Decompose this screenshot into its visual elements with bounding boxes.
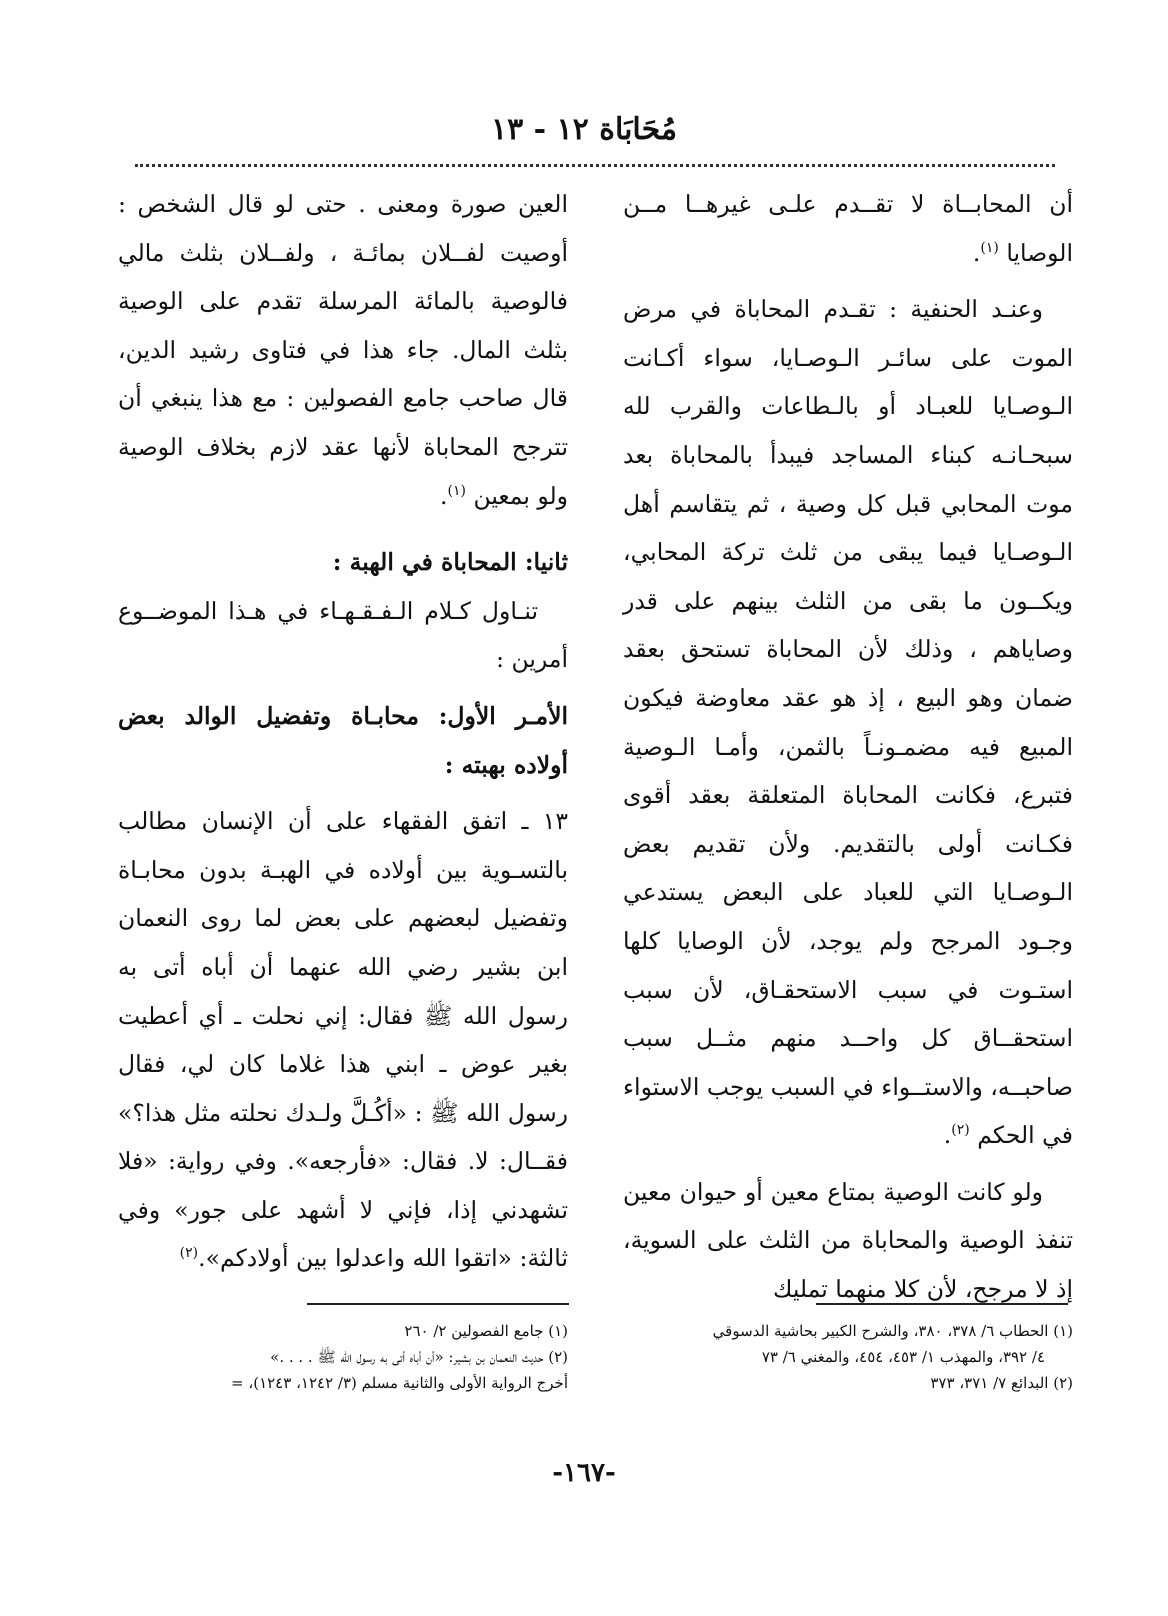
footnote-rule-left bbox=[307, 1303, 569, 1305]
right-paragraph-2: وعنـد الحنفية : تقـدم المحاباة في مرض الموت على سائـر الـوصـايا، سواء أكـانت الـوصـايا للعبـاد أو بالـطاعات والقرب لله سبحـانـه كبناء المساجد فيبدأ بالمحاباة بعد موت المحابي قبل كل وصية ، ثم يتقاسم أهل الـوصـايا فيما يبقى من ثلث تركة المحابي، ويكــون ما بقى من الثلث بينهم على قدر وصاياهم ، وذلك لأن المحاباة تستحق بعقد ضمان وهو البيع ، إذ هو عقد معاوضة فيكون المبيع فيه مضمـونـاً بالثمن، وأمـا الـوصية فتبرع، فكانت المحاباة المتعلقة بعقد أقوى فكـانت أولى بالتقديم. ولأن تقديم بعض الـوصـايا التي للعباد على البعض يستدعي وجـود المرجح ولم يوجد، لأن الوصايا كلها استـوت في سبب الاستحقـاق، لأن سبب استحقــاق كل واحــد منهم مثــل سبب صاحبــه، والاستــواء في السبب يوجب الاستواء في الحكم $^{(٢)}$. bbox=[623, 295, 1073, 1150]
footnote-line: (٢) حديث النعمان بن بشير: «أن أباه أتى به رسول الله ﷺ . . . .» bbox=[270, 1348, 568, 1366]
header-dotted-rule bbox=[135, 164, 1055, 167]
footnote-ref: (٢) bbox=[951, 1122, 970, 1139]
footnote-ref: (١) bbox=[980, 239, 999, 256]
section-heading: ثانيا: المحاباة في الهبة : bbox=[332, 548, 568, 577]
footnote-line: (١) الحطاب ٦/ ٣٧٨، ٣٨٠، والشرح الكبير بحاشية الدسوقي bbox=[712, 1322, 1073, 1340]
footnotes-right bbox=[623, 1318, 1073, 1396]
footnote-line: أخرج الرواية الأولى والثانية مسلم (٣/ ١٢٤٢، ١٢٤٣)، = bbox=[231, 1374, 568, 1392]
footnote-line: ٤/ ٣٩٢، والمهذب ١/ ٤٥٣، ٤٥٤، والمغني ٦/ ٧٣ bbox=[761, 1348, 1045, 1366]
page-header: مُحَابَاة ١٢ - ١٣ bbox=[490, 112, 678, 147]
left-paragraph-3: ١٣ ـ اتفق الفقهاء على أن الإنسان مطالب بالتسـوية بين أولاده في الهبـة بدون محابـاة وتفضيل لبعضهم على بعض لما روى النعمان ابن بشير رضي الله عنهما أن أباه أتى به رسول الله ﷺ فقال: إني نحلت ـ أي أعطيت بغير عوض ـ ابني هذا غلاما كان لي، فقال رسول الله ﷺ : «أكُـلَّ ولـدك نحلته مثل هذا؟» فقــال: لا. فقال: «فأرجعه». وفي رواية: «فلا تشهدني إذا، فإني لا أشهد على جور» وفي ثالثة: «اتقوا الله واعدلوا بين أولادكم».$^{(٢)}$ bbox=[118, 807, 568, 1273]
footnote-ref: (٢) bbox=[179, 1245, 199, 1262]
right-paragraph-1: أن المحابــاة لا تقــدم علـى غيرهــا مــن الوصايا $^{(١)}$. bbox=[623, 190, 1073, 267]
footnote-rule-right bbox=[816, 1303, 1068, 1305]
footnotes-left bbox=[118, 1318, 568, 1396]
right-column bbox=[623, 180, 1073, 1322]
subsection-heading: الأمـر الأول: محابـاة وتفضيل الوالد بعض أولاده بهبته : bbox=[118, 701, 568, 779]
footnote-line: (٢) البدائع ٧/ ٣٧١، ٣٧٣ bbox=[930, 1374, 1073, 1392]
left-paragraph-2: تنـاول كـلام الـفـقـهـاء في هـذا الموضــوع أمرين : bbox=[118, 596, 568, 674]
left-column bbox=[118, 180, 568, 1291]
footnote-line: (١) جامع الفصولين ٢/ ٢٦٠ bbox=[404, 1322, 568, 1340]
footnote-ref: (١) bbox=[447, 482, 466, 499]
right-paragraph-3: ولو كانت الوصية بمتاع معين أو حيوان معين تنفذ الوصية والمحاباة من الثلث على السوية، إذ لا مرجح، لأن كلا منهما تمليك bbox=[623, 1177, 1073, 1304]
left-paragraph-1: العين صورة ومعنى . حتى لو قال الشخص : أوصيت لفــلان بمائـة ، ولفــلان بثلث مالي فالوصية بالمائة المرسلة تقدم على الوصية بثلث المال. جاء هذا في فتاوى رشيد الدين، قال صاحب جامع الفصولين : مع هذا ينبغي أن تترجح المحاباة لأنها عقد لازم بخلاف الوصية ولو بمعين $^{(١)}$. bbox=[118, 190, 568, 510]
page-number: -١٦٧- bbox=[552, 1458, 616, 1488]
